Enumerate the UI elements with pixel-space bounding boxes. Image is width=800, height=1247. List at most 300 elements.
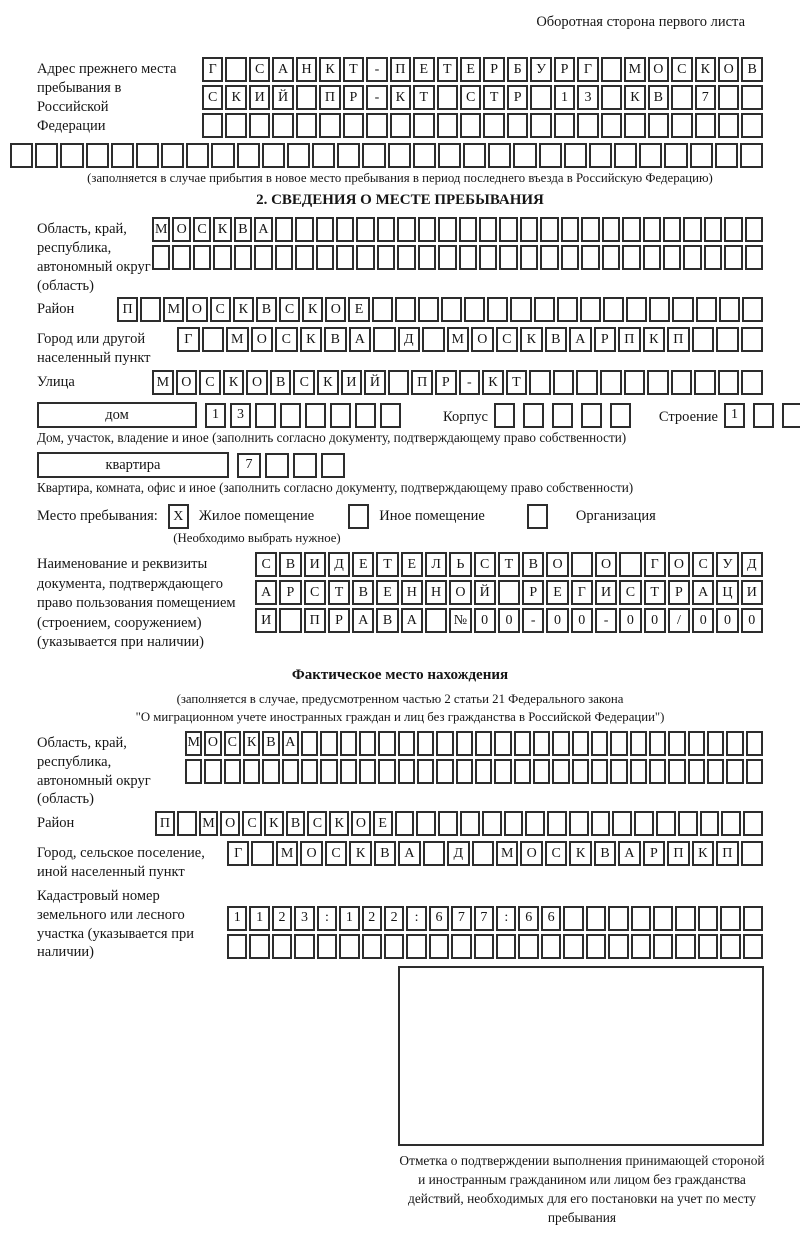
char-cell: 6 xyxy=(518,906,538,931)
char-cell: А xyxy=(401,608,423,633)
char-cell: М xyxy=(152,217,170,242)
char-cell xyxy=(249,113,270,138)
char-cell: Т xyxy=(437,57,458,82)
char-cell: К xyxy=(695,57,716,82)
char-cell xyxy=(262,143,285,168)
char-cell xyxy=(671,370,693,395)
char-cell xyxy=(649,731,666,756)
char-cell xyxy=(721,811,741,836)
char-cell xyxy=(172,245,190,270)
char-cell xyxy=(262,759,279,784)
char-cell xyxy=(741,113,762,138)
char-cell: К xyxy=(390,85,411,110)
char-cell: О xyxy=(351,811,371,836)
char-cell: П xyxy=(618,327,641,352)
char-cell: Т xyxy=(376,552,398,577)
char-cell: 1 xyxy=(339,906,359,931)
document-label: Наименование и реквизиты документа, подтверждающего право пользования помещением (строением, сооружением) (указывается при наличии) xyxy=(37,556,236,651)
char-cell xyxy=(720,934,740,959)
char-cell xyxy=(406,934,426,959)
char-cell xyxy=(715,143,738,168)
char-cell: О xyxy=(176,370,198,395)
char-cell xyxy=(741,370,763,395)
char-cell xyxy=(140,297,161,322)
char-cell: А xyxy=(398,841,420,866)
char-cell: Е xyxy=(376,580,398,605)
char-cell xyxy=(451,934,471,959)
char-cell xyxy=(397,217,415,242)
char-cell: С xyxy=(242,811,262,836)
char-cell xyxy=(514,731,531,756)
char-cell xyxy=(295,217,313,242)
char-cell: И xyxy=(595,580,617,605)
district-field xyxy=(37,297,763,325)
char-cell: Н xyxy=(296,57,317,82)
char-cell xyxy=(388,143,411,168)
stay-option-organization-label: Организация xyxy=(575,508,656,525)
section2-title: 2. СВЕДЕНИЯ О МЕСТЕ ПРЕБЫВАНИЯ xyxy=(256,192,544,208)
char-cell: К xyxy=(692,841,714,866)
char-cell xyxy=(698,906,718,931)
char-cell xyxy=(507,113,528,138)
char-cell xyxy=(475,759,492,784)
char-cell xyxy=(337,143,360,168)
char-cell: В xyxy=(594,841,616,866)
document-row-1 xyxy=(255,552,763,577)
char-cell: С xyxy=(224,731,241,756)
char-cell xyxy=(362,934,382,959)
char-cell xyxy=(577,113,598,138)
char-cell: У xyxy=(530,57,551,82)
char-cell xyxy=(417,759,434,784)
char-cell xyxy=(10,143,33,168)
char-cell xyxy=(668,731,685,756)
char-cell: О xyxy=(251,327,274,352)
char-cell xyxy=(518,934,538,959)
char-cell: Р xyxy=(522,580,544,605)
char-cell: Ц xyxy=(716,580,738,605)
char-cell xyxy=(459,245,477,270)
char-cell xyxy=(321,453,345,478)
char-cell xyxy=(622,217,640,242)
char-cell xyxy=(753,403,774,428)
stay-option-residential-label: Жилое помещение xyxy=(198,508,315,525)
char-cell: С xyxy=(199,370,221,395)
char-cell xyxy=(700,811,720,836)
prev-address-row-4 xyxy=(10,143,763,168)
char-cell xyxy=(643,217,661,242)
char-cell xyxy=(177,811,197,836)
char-cell xyxy=(610,403,631,428)
char-cell xyxy=(275,245,293,270)
char-cell xyxy=(740,143,763,168)
char-cell xyxy=(648,113,669,138)
char-cell: О xyxy=(648,57,669,82)
char-cell: Д xyxy=(398,327,421,352)
char-cell: О xyxy=(325,297,346,322)
char-cell: 2 xyxy=(272,906,292,931)
street-row xyxy=(152,370,763,395)
char-cell xyxy=(339,934,359,959)
cadastral-row-1 xyxy=(227,906,763,931)
char-cell: К xyxy=(213,217,231,242)
char-cell xyxy=(359,759,376,784)
char-cell xyxy=(35,143,58,168)
char-cell xyxy=(581,245,599,270)
char-cell xyxy=(429,934,449,959)
char-cell xyxy=(581,403,602,428)
char-cell xyxy=(586,934,606,959)
char-cell xyxy=(745,245,763,270)
al-district-field xyxy=(37,811,763,839)
char-cell xyxy=(438,245,456,270)
char-cell: А xyxy=(618,841,640,866)
char-cell xyxy=(316,217,334,242)
char-cell xyxy=(695,113,716,138)
char-cell xyxy=(530,113,551,138)
char-cell xyxy=(319,113,340,138)
char-cell: Р xyxy=(554,57,575,82)
char-cell: Р xyxy=(594,327,617,352)
char-cell: Е xyxy=(460,57,481,82)
char-cell xyxy=(726,759,743,784)
char-cell xyxy=(459,217,477,242)
char-cell xyxy=(704,245,722,270)
apartment-box-label: квартира xyxy=(37,452,229,478)
cadastral-row-2 xyxy=(227,934,763,959)
char-cell xyxy=(742,297,763,322)
char-cell xyxy=(602,245,620,270)
char-cell: Р xyxy=(328,608,350,633)
char-cell xyxy=(474,934,494,959)
stay-type-label: Место пребывания: xyxy=(37,508,158,525)
char-cell xyxy=(395,297,416,322)
char-cell: 1 xyxy=(249,906,269,931)
char-cell: К xyxy=(520,327,543,352)
char-cell: 7 xyxy=(451,906,471,931)
char-cell xyxy=(553,370,575,395)
char-cell: К xyxy=(569,841,591,866)
char-cell xyxy=(672,297,693,322)
char-cell xyxy=(552,403,573,428)
char-cell xyxy=(716,327,739,352)
char-cell xyxy=(631,906,651,931)
char-cell: Ь xyxy=(449,552,471,577)
char-cell xyxy=(569,811,589,836)
prev-address-row-2 xyxy=(202,85,763,110)
char-cell xyxy=(418,217,436,242)
char-cell: 3 xyxy=(577,85,598,110)
char-cell: - xyxy=(459,370,481,395)
char-cell xyxy=(355,403,376,428)
char-cell: Р xyxy=(643,841,665,866)
char-cell: В xyxy=(279,552,301,577)
char-cell: Р xyxy=(668,580,690,605)
stroenie-label: Строение xyxy=(658,408,718,425)
char-cell xyxy=(529,370,551,395)
char-cell xyxy=(487,297,508,322)
char-cell xyxy=(564,143,587,168)
char-cell xyxy=(630,731,647,756)
char-cell: С xyxy=(304,580,326,605)
char-cell xyxy=(340,759,357,784)
char-cell xyxy=(743,811,763,836)
char-cell xyxy=(683,245,701,270)
char-cell: Р xyxy=(435,370,457,395)
char-cell xyxy=(152,245,170,270)
char-cell: В xyxy=(522,552,544,577)
char-cell xyxy=(647,370,669,395)
char-cell: П xyxy=(155,811,175,836)
city-row xyxy=(177,327,763,352)
char-cell: Т xyxy=(506,370,528,395)
stay-option-residential-checkbox: X xyxy=(168,504,189,529)
char-cell: С xyxy=(307,811,327,836)
char-cell xyxy=(418,245,436,270)
char-cell: Й xyxy=(272,85,293,110)
region-field xyxy=(37,217,763,295)
char-cell: Р xyxy=(343,85,364,110)
char-cell xyxy=(488,143,511,168)
char-cell: В xyxy=(234,217,252,242)
char-cell xyxy=(624,370,646,395)
char-cell: К xyxy=(317,370,339,395)
char-cell xyxy=(494,759,511,784)
char-cell xyxy=(557,297,578,322)
char-cell xyxy=(366,113,387,138)
char-cell xyxy=(675,934,695,959)
char-cell xyxy=(634,811,654,836)
char-cell: / xyxy=(668,608,690,633)
char-cell: В xyxy=(352,580,374,605)
char-cell xyxy=(552,759,569,784)
char-cell: О xyxy=(546,552,568,577)
char-cell xyxy=(255,403,276,428)
char-cell xyxy=(539,143,562,168)
char-cell: Л xyxy=(425,552,447,577)
char-cell xyxy=(272,934,292,959)
char-cell: С xyxy=(210,297,231,322)
char-cell: Й xyxy=(364,370,386,395)
char-cell: В xyxy=(270,370,292,395)
char-cell: - xyxy=(595,608,617,633)
char-cell: К xyxy=(243,731,260,756)
char-cell xyxy=(600,370,622,395)
char-cell xyxy=(377,245,395,270)
char-cell xyxy=(510,297,531,322)
char-cell xyxy=(301,759,318,784)
char-cell: М xyxy=(496,841,518,866)
char-cell xyxy=(204,759,221,784)
char-cell: 2 xyxy=(384,906,404,931)
char-cell: М xyxy=(276,841,298,866)
char-cell xyxy=(227,934,247,959)
page-side-note: Оборотная сторона первого листа xyxy=(536,14,745,30)
char-cell xyxy=(243,759,260,784)
char-cell: : xyxy=(496,906,516,931)
char-cell xyxy=(499,245,517,270)
al-district-label: Район xyxy=(37,815,75,832)
char-cell: 1 xyxy=(205,403,226,428)
char-cell xyxy=(336,245,354,270)
char-cell xyxy=(624,113,645,138)
char-cell xyxy=(254,245,272,270)
char-cell: А xyxy=(282,731,299,756)
char-cell xyxy=(533,731,550,756)
char-cell: В xyxy=(545,327,568,352)
actual-location-title: Фактическое место нахождения xyxy=(291,666,509,683)
char-cell: 3 xyxy=(230,403,251,428)
cadastral-label: Кадастровый номер земельного или лесного участка (указывается при наличии) xyxy=(37,887,194,961)
al-city-label: Город, сельское поселение, иной населенный пункт xyxy=(37,845,205,881)
char-cell: О xyxy=(186,297,207,322)
char-cell: Г xyxy=(227,841,249,866)
char-cell: И xyxy=(249,85,270,110)
char-cell: Е xyxy=(373,811,393,836)
char-cell: А xyxy=(352,608,374,633)
street-label: Улица xyxy=(37,374,75,391)
char-cell xyxy=(626,297,647,322)
char-cell xyxy=(741,327,764,352)
char-cell: К xyxy=(302,297,323,322)
char-cell: 0 xyxy=(498,608,520,633)
char-cell: М xyxy=(199,811,219,836)
char-cell xyxy=(688,759,705,784)
char-cell xyxy=(460,113,481,138)
char-cell xyxy=(294,934,314,959)
char-cell: Р xyxy=(507,85,528,110)
char-cell xyxy=(649,297,670,322)
char-cell xyxy=(460,811,480,836)
char-cell: 0 xyxy=(571,608,593,633)
char-cell: 1 xyxy=(554,85,575,110)
char-cell: 0 xyxy=(716,608,738,633)
char-cell xyxy=(378,759,395,784)
char-cell xyxy=(719,297,740,322)
char-cell xyxy=(330,403,351,428)
char-cell xyxy=(378,731,395,756)
char-cell xyxy=(601,57,622,82)
char-cell xyxy=(437,85,458,110)
char-cell: 2 xyxy=(362,906,382,931)
char-cell xyxy=(608,906,628,931)
char-cell: И xyxy=(741,580,763,605)
char-cell: В xyxy=(262,731,279,756)
house-field xyxy=(37,402,763,428)
document-row-3 xyxy=(255,608,763,633)
char-cell: С xyxy=(325,841,347,866)
char-cell xyxy=(293,453,317,478)
char-cell xyxy=(743,906,763,931)
char-cell xyxy=(746,731,763,756)
char-cell xyxy=(688,731,705,756)
char-cell xyxy=(720,906,740,931)
char-cell xyxy=(86,143,109,168)
char-cell xyxy=(161,143,184,168)
char-cell xyxy=(416,811,436,836)
char-cell: С xyxy=(275,327,298,352)
char-cell: Й xyxy=(474,580,496,605)
char-cell xyxy=(305,403,326,428)
char-cell: О xyxy=(595,552,617,577)
char-cell xyxy=(479,245,497,270)
char-cell: В xyxy=(376,608,398,633)
char-cell: О xyxy=(520,841,542,866)
char-cell xyxy=(746,759,763,784)
char-cell: В xyxy=(374,841,396,866)
char-cell xyxy=(225,57,246,82)
char-cell xyxy=(718,113,739,138)
char-cell xyxy=(494,403,515,428)
stay-option-organization-checkbox xyxy=(527,504,548,529)
char-cell: О xyxy=(668,552,690,577)
char-cell xyxy=(418,297,439,322)
char-cell: К xyxy=(329,811,349,836)
char-cell: 0 xyxy=(546,608,568,633)
prev-address-row-1 xyxy=(202,57,763,82)
char-cell xyxy=(136,143,159,168)
char-cell xyxy=(472,841,494,866)
char-cell: - xyxy=(366,57,387,82)
char-cell xyxy=(631,934,651,959)
char-cell xyxy=(724,217,742,242)
char-cell: И xyxy=(255,608,277,633)
al-city-field xyxy=(37,841,763,882)
stay-option-other-checkbox xyxy=(348,504,369,529)
char-cell xyxy=(520,245,538,270)
char-cell xyxy=(639,143,662,168)
region-label: Область, край, республика, автономный округ (область) xyxy=(37,221,151,294)
char-cell xyxy=(496,934,516,959)
char-cell xyxy=(726,731,743,756)
char-cell: С xyxy=(619,580,641,605)
char-cell xyxy=(362,143,385,168)
char-cell xyxy=(580,297,601,322)
char-cell: Д xyxy=(447,841,469,866)
char-cell xyxy=(211,143,234,168)
char-cell: В xyxy=(256,297,277,322)
char-cell xyxy=(718,85,739,110)
char-cell: П xyxy=(319,85,340,110)
stay-type-note: (Необходимо выбрать нужное) xyxy=(173,531,341,546)
char-cell: К xyxy=(349,841,371,866)
char-cell xyxy=(398,731,415,756)
char-cell xyxy=(384,934,404,959)
char-cell xyxy=(185,759,202,784)
char-cell: Г xyxy=(644,552,666,577)
al-region-field xyxy=(37,731,763,809)
char-cell xyxy=(534,297,555,322)
char-cell xyxy=(741,85,762,110)
char-cell: 0 xyxy=(619,608,641,633)
char-cell: Т xyxy=(644,580,666,605)
char-cell xyxy=(561,245,579,270)
char-cell xyxy=(612,811,632,836)
char-cell xyxy=(317,934,337,959)
char-cell: 0 xyxy=(741,608,763,633)
char-cell: О xyxy=(300,841,322,866)
char-cell: 3 xyxy=(294,906,314,931)
char-cell xyxy=(438,217,456,242)
char-cell: : xyxy=(317,906,337,931)
char-cell: Т xyxy=(483,85,504,110)
char-cell: С xyxy=(279,297,300,322)
char-cell: : xyxy=(406,906,426,931)
house-note: Дом, участок, владение и иное (заполнить согласно документу, подтверждающему право собственности) xyxy=(37,430,627,446)
char-cell xyxy=(265,453,289,478)
char-cell xyxy=(707,759,724,784)
char-cell xyxy=(591,731,608,756)
